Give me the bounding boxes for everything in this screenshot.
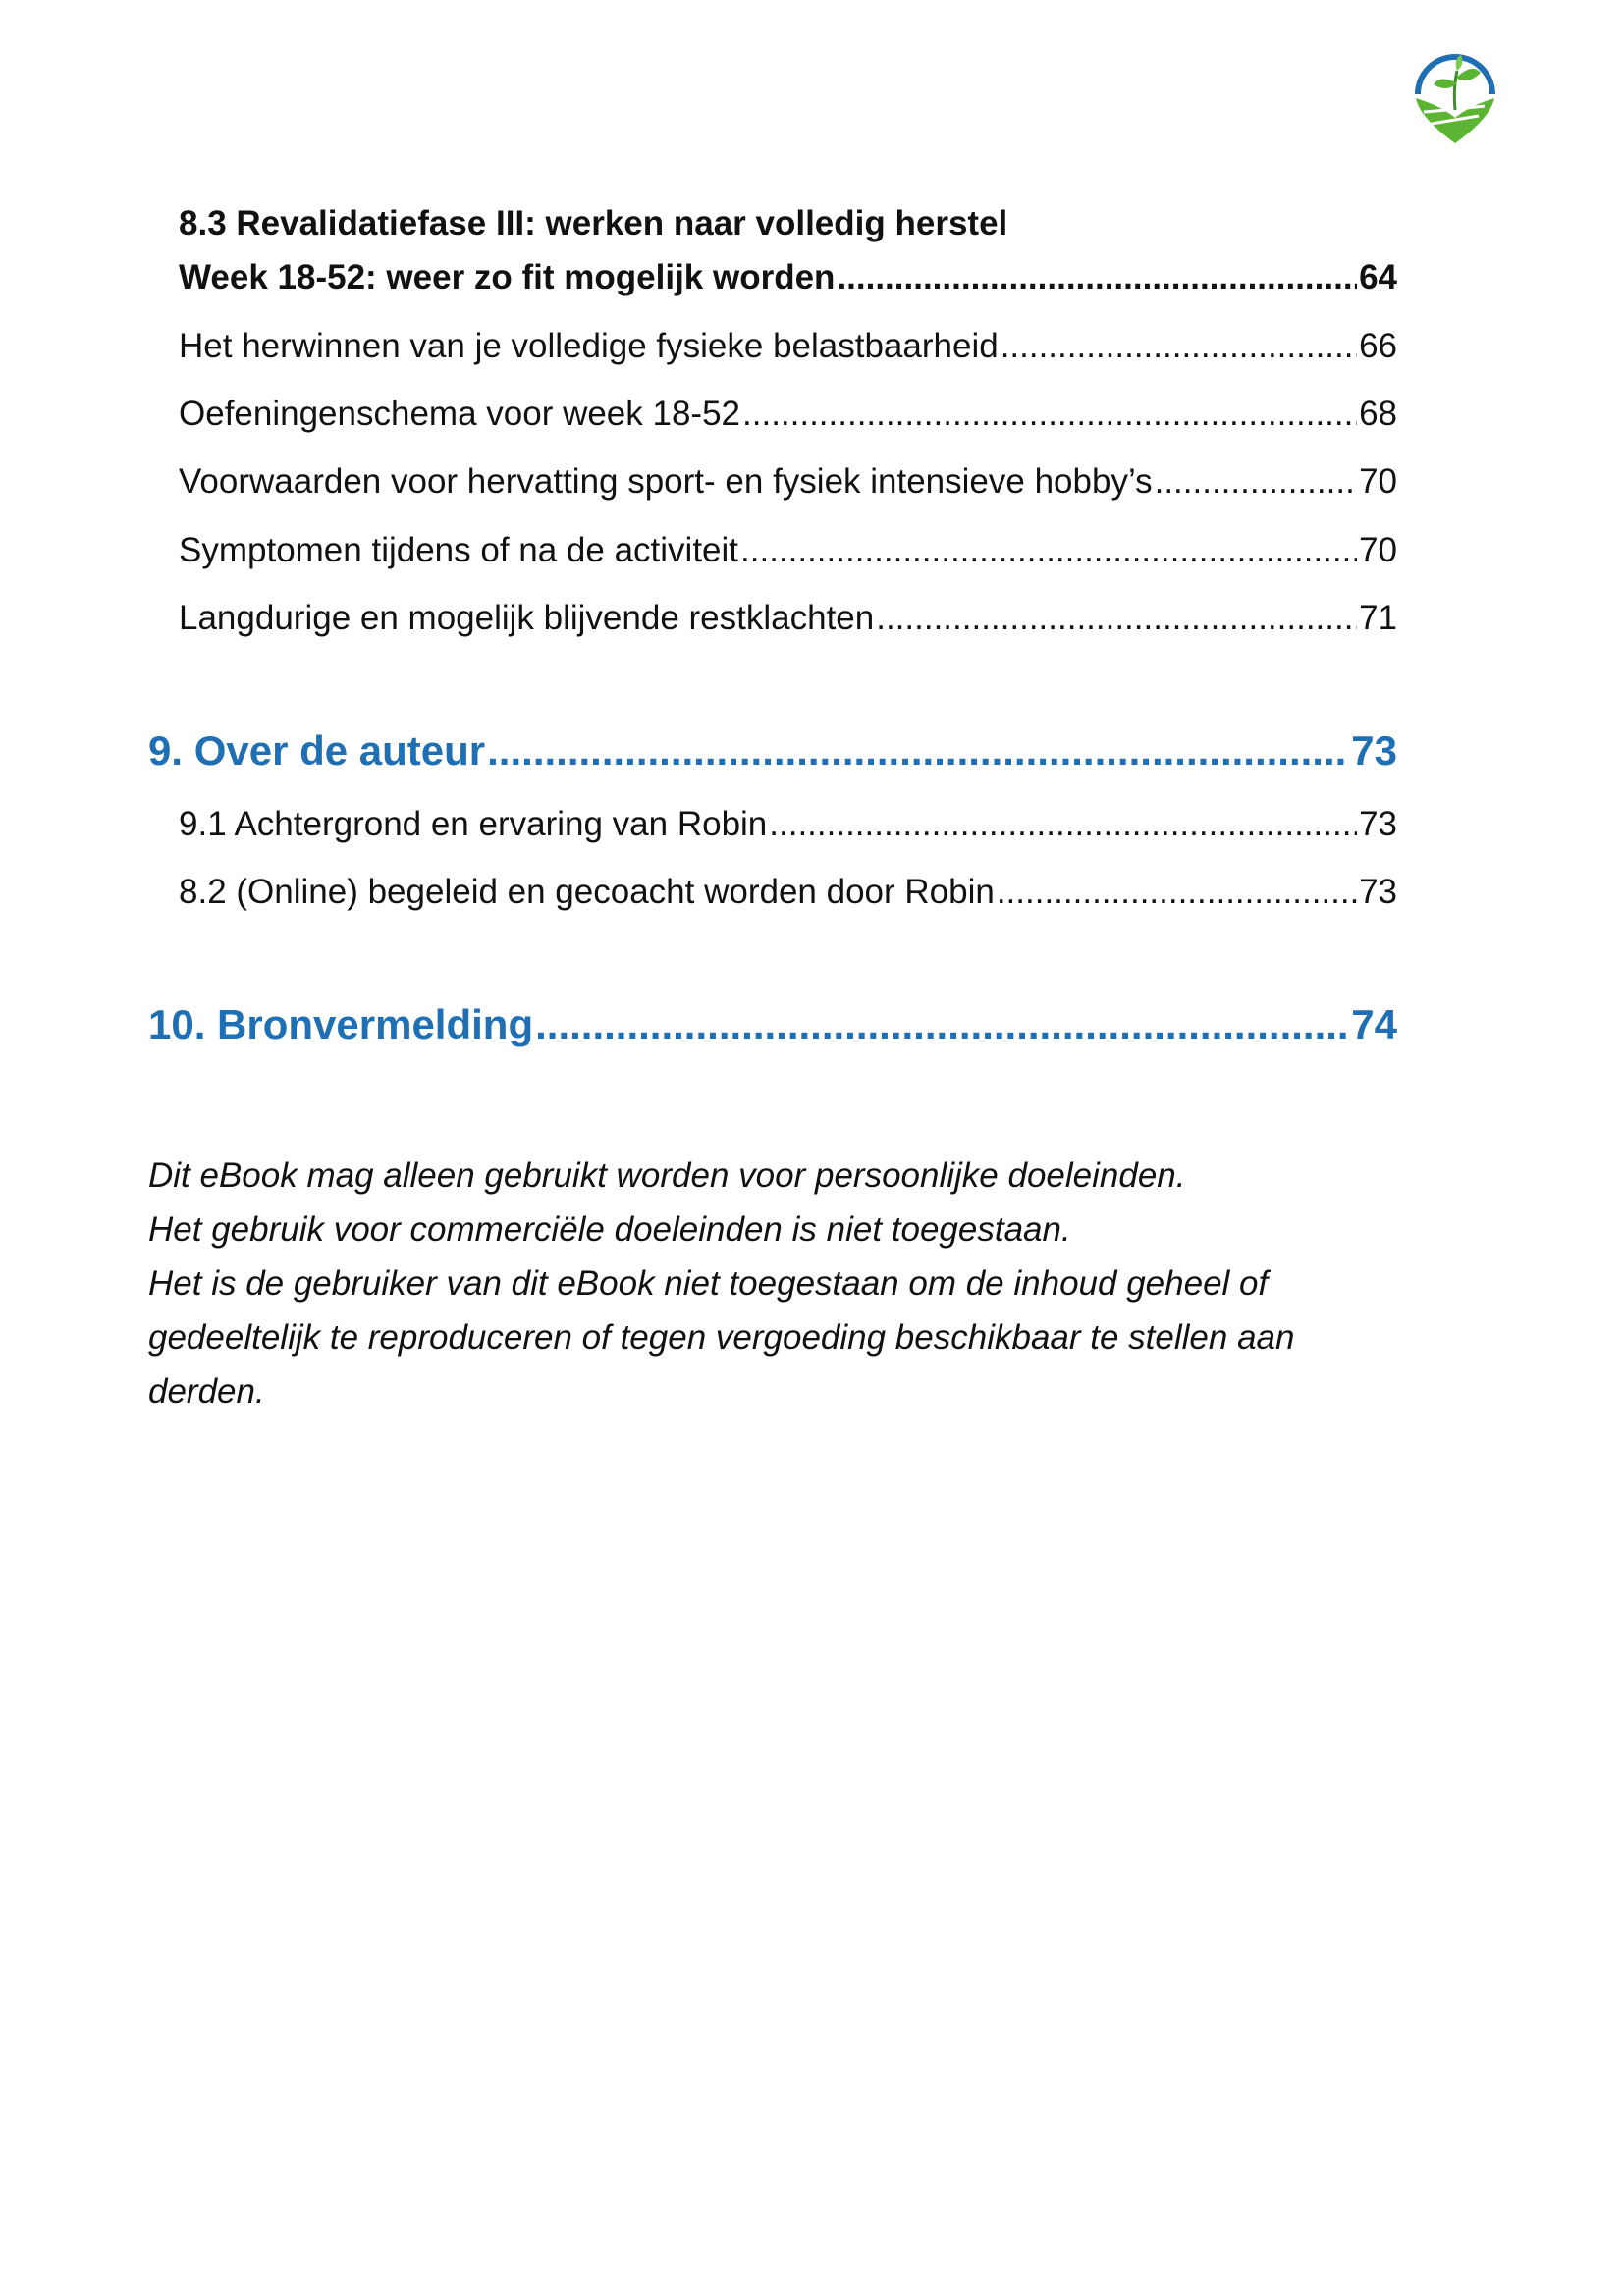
toc-page-number: 66: [1359, 327, 1397, 365]
sprout-logo-icon: [1410, 49, 1500, 147]
toc-entry[interactable]: [179, 462, 1397, 502]
disclaimer-line: Het gebruik voor commerciële doeleinden is niet toegestaan.: [148, 1210, 1071, 1249]
toc-page-number: 73: [1351, 727, 1397, 774]
toc-entry-title: 9.1 Achtergrond en ervaring van Robin: [179, 805, 768, 843]
toc-section-8-3-entry[interactable]: [179, 258, 1397, 297]
toc-page-number: 71: [1359, 599, 1397, 637]
toc-entry-title: Het herwinnen van je volledige fysieke belastbaarheid: [179, 327, 999, 365]
toc-leader-dots: [535, 1001, 1349, 1048]
toc-page-number: 74: [1351, 1001, 1397, 1047]
toc-page-number: 70: [1359, 462, 1397, 501]
toc-entry[interactable]: [179, 873, 1397, 912]
toc-leader-dots: [487, 727, 1349, 774]
disclaimer-line: Dit eBook mag alleen gebruikt worden voor persoonlijke doeleinden.: [148, 1156, 1186, 1195]
disclaimer-line: Het is de gebruiker van dit eBook niet toegestaan om de inhoud geheel of: [148, 1264, 1269, 1303]
toc-entry-title: 8.2 (Online) begeleid en gecoacht worden door Robin: [179, 873, 995, 911]
toc-leader-dots: [1155, 462, 1357, 502]
toc-entry[interactable]: [179, 599, 1397, 638]
toc-page-number: 73: [1359, 805, 1397, 843]
toc-chapter-title: 10. Bronvermelding: [148, 1001, 534, 1047]
toc-page-number: 70: [1359, 531, 1397, 569]
disclaimer-line: gedeeltelijk te reproduceren of tegen vergoeding beschikbaar te stellen aan: [148, 1318, 1295, 1357]
toc-chapter-9[interactable]: [148, 727, 1397, 774]
toc-leader-dots: [997, 873, 1357, 912]
toc-entry-title: Week 18-52: weer zo fit mogelijk worden: [179, 258, 836, 296]
toc-entry-title: Symptomen tijdens of na de activiteit: [179, 531, 739, 569]
toc-entry[interactable]: [179, 327, 1397, 366]
toc-page-number: 64: [1359, 258, 1397, 296]
toc-leader-dots: [740, 531, 1357, 570]
disclaimer-line: derden.: [148, 1372, 265, 1411]
toc-page-number: 68: [1359, 395, 1397, 433]
toc-leader-dots: [1001, 327, 1357, 366]
disclaimer: [148, 1148, 1425, 1418]
toc-entry[interactable]: [179, 531, 1397, 570]
toc-entry-title: Oefeningenschema voor week 18-52: [179, 395, 741, 433]
toc-leader-dots: [837, 258, 1357, 297]
toc-entry-title: Voorwaarden voor hervatting sport- en fysiek intensieve hobby’s: [179, 462, 1153, 501]
toc-chapter-title: 9. Over de auteur: [148, 727, 486, 774]
toc-chapter-10[interactable]: [148, 1001, 1397, 1048]
toc-entry[interactable]: [179, 805, 1397, 844]
toc-leader-dots: [876, 599, 1357, 638]
toc-leader-dots: [769, 805, 1357, 844]
toc-entry-title: Langdurige en mogelijk blijvende restklachten: [179, 599, 875, 637]
toc-section-8-3-title[interactable]: 8.3 Revalidatiefase III: werken naar volledig herstel: [179, 204, 1008, 242]
toc-page-number: 73: [1359, 873, 1397, 911]
toc-entry[interactable]: [179, 395, 1397, 434]
toc-leader-dots: [742, 395, 1357, 434]
